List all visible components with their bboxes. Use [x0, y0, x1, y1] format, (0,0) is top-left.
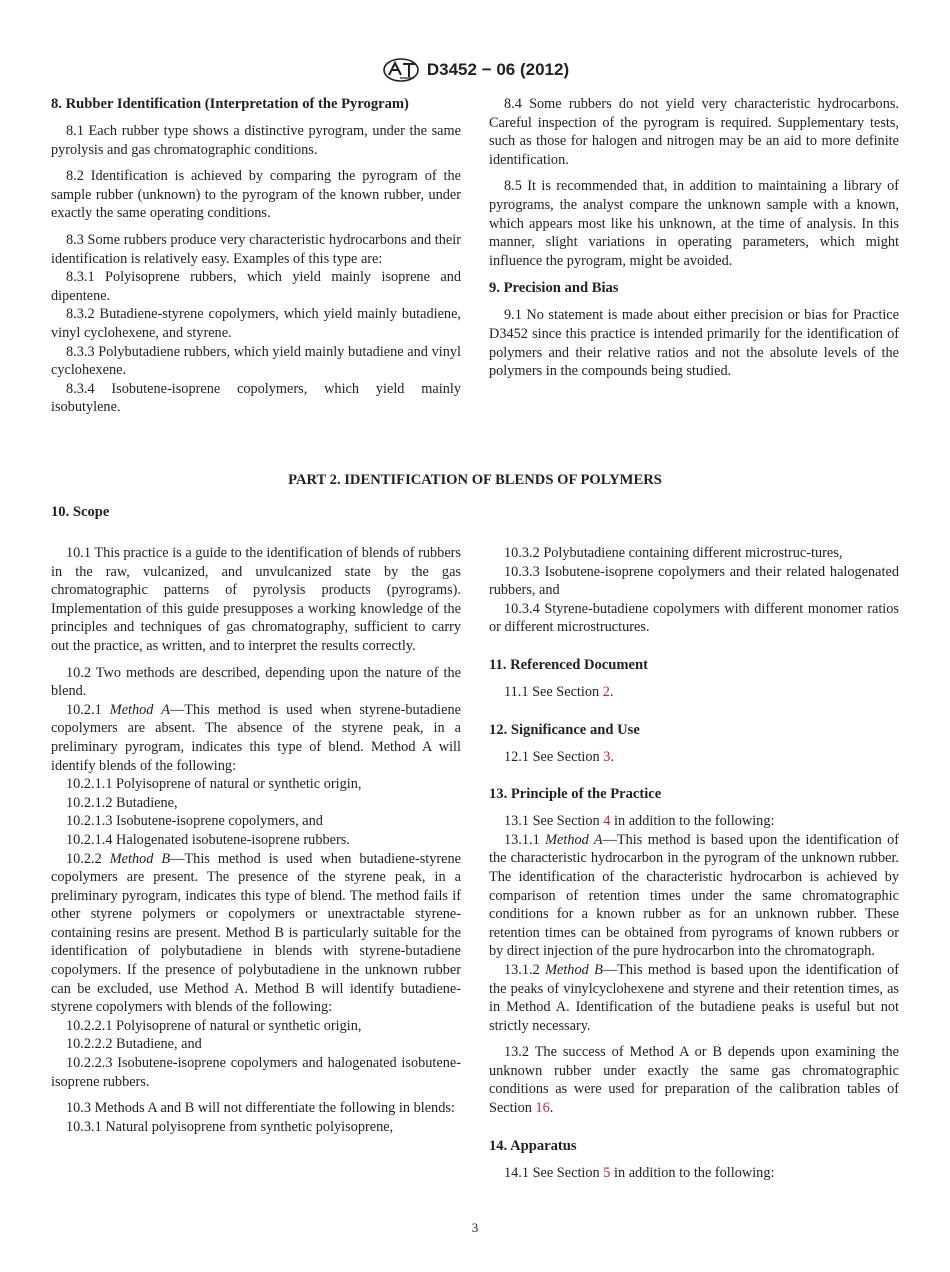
- para-12-1: 12.1 See Section 3.: [504, 748, 615, 765]
- part-2-title: PART 2. IDENTIFICATION OF BLENDS OF POLYMERS: [288, 472, 662, 488]
- para-8-5: 8.5 It is recommended that, in addition to maintaining a library of pyrograms, the analyst compare the unknown sample with a known, which appears most like his unknown, at the time of analysis. In this manner, slight variations in operating parameters, which might influence the pyrogram, might be avoided.: [489, 178, 899, 269]
- para-13-1-2: 13.1.2 Method B—This method is based upon the identification of the peaks of vinylcyclohexene and styrene and their retention times, as in Method A. Identification of the butadiene peaks is useful but not strictly necessary.: [489, 961, 899, 1034]
- para-10-2-1-3: 10.2.1.3 Isobutene-isoprene copolymers, and: [66, 813, 323, 830]
- section-14-heading: 14. Apparatus: [489, 1137, 577, 1154]
- section-13-heading: 13. Principle of the Practice: [489, 786, 662, 803]
- para-9-1: 9.1 No statement is made about either precision or bias for Practice D3452 since this practice is intended primarily for the identification of polymers and their relative ratios and not the absolute levels of the polymers in the compounds being studied.: [489, 307, 899, 380]
- para-13-2: 13.2 The success of Method A or B depends upon examining the unknown rubber under exactly the same gas chromatographic conditions as were used for preparation of the calibration tables of Section 16.: [489, 1044, 899, 1117]
- para-8-3-1: 8.3.1 Polyisoprene rubbers, which yield mainly isoprene and dipentene.: [51, 269, 461, 304]
- section-9-heading: 9. Precision and Bias: [489, 280, 619, 297]
- para-10-3: 10.3 Methods A and B will not differentiate the following in blends:: [66, 1100, 455, 1117]
- page-number: 3: [471, 1220, 479, 1235]
- para-10-2: 10.2 Two methods are described, depending upon the nature of the blend.: [51, 664, 461, 700]
- para-8-3: 8.3 Some rubbers produce very characteristic hydrocarbons and their identification is relatively easy. Examples of this type are:: [51, 231, 461, 267]
- para-11-1: 11.1 See Section 2.: [504, 683, 614, 700]
- para-10-3-1: 10.3.1 Natural polyisoprene from synthetic polyisoprene,: [66, 1118, 394, 1135]
- para-10-2-2: 10.2.2 Method B—This method is used when butadiene-styrene copolymers are present. The presence of the styrene peak, in a preliminary pyrogram, indicates this type of blend. The method fails if other styrene polymers or copolymers or unextractable styrene-containing resins are present. Method B is particularly suitable for the identification of polybutadiene in blends with styrene-butadiene copolymers. If the presence of polybutadiene in the unknown rubber can be excluded, use Method A. Method B will identify butadiene-styrene copolymers with blends of the following:: [51, 850, 461, 1016]
- astm-logo: [381, 57, 421, 83]
- top-left-column: [51, 94, 461, 417]
- para-10-3-4: 10.3.4 Styrene-butadiene copolymers with different monomer ratios or different microstructures.: [489, 600, 899, 636]
- para-13-1-1: 13.1.1 Method A—This method is based upon the identification of the characteristic hydrocarbon in the pyrogram of the unknown rubber. The identification of the characteristic hydrocarbon is achieved by comparison of retention times under the same chromatographic conditions for a known rubber as for an unknown rubber. These retention times can be obtained from pyrograms of known rubbers or by direct injection of the pure hydrocarbon into the chromatograph.: [489, 831, 899, 960]
- para-10-2-2-2: 10.2.2.2 Butadiene, and: [66, 1036, 202, 1053]
- bottom-right-column: [489, 544, 899, 1182]
- para-10-2-1-1: 10.2.1.1 Polyisoprene of natural or synthetic origin,: [66, 776, 362, 793]
- section-11-heading: 11. Referenced Document: [489, 656, 649, 673]
- para-8-3-3: 8.3.3 Polybutadiene rubbers, which yield mainly butadiene and vinyl cyclohexene.: [51, 343, 461, 379]
- section-5-link[interactable]: 5: [603, 1164, 611, 1181]
- para-14-1: 14.1 See Section 5 in addition to the following:: [504, 1164, 775, 1181]
- para-10-2-1-4: 10.2.1.4 Halogenated isobutene-isoprene rubbers.: [66, 831, 350, 848]
- section-10-heading: 10. Scope: [51, 504, 110, 520]
- para-8-3-4: 8.3.4 Isobutene-isoprene copolymers, which yield mainly isobutylene.: [51, 380, 461, 416]
- para-13-1: 13.1 See Section 4 in addition to the following:: [504, 813, 775, 830]
- para-10-3-3: 10.3.3 Isobutene-isoprene copolymers and their related halogenated rubbers, and: [489, 563, 899, 599]
- document-id: D3452 − 06 (2012): [426, 60, 570, 79]
- para-10-3-2: 10.3.2 Polybutadiene containing different microstruc-tures,: [504, 545, 843, 561]
- section-12-heading: 12. Significance and Use: [489, 721, 640, 738]
- top-right-column: [489, 95, 899, 381]
- para-10-1: 10.1 This practice is a guide to the identification of blends of rubbers in the raw, vulcanized, and unvulcanized state by the gas chromatographic patterns of pyrolysis products (pyrograms). Implementation of this guide presupposes a working knowledge of the principles and techniques of gas chromatography, sufficient to carry out the practice, as written, and to interpret the results correctly.: [51, 545, 461, 654]
- para-8-2: 8.2 Identification is achieved by comparing the pyrogram of the sample rubber (unknown) to the pyrogram of the known rubber, under exactly the same operating conditions.: [51, 168, 461, 222]
- section-16-link[interactable]: 16: [535, 1100, 550, 1117]
- para-10-2-2-3: 10.2.2.3 Isobutene-isoprene copolymers and halogenated isobutene-isoprene rubbers.: [51, 1055, 461, 1090]
- section-8-heading: 8. Rubber Identification (Interpretation of the Pyrogram): [51, 96, 409, 112]
- para-10-2-2-1: 10.2.2.1 Polyisoprene of natural or synthetic origin,: [66, 1017, 362, 1034]
- section-4-link[interactable]: 4: [603, 813, 611, 830]
- para-10-2-1-2: 10.2.1.2 Butadiene,: [66, 794, 178, 811]
- para-8-1: 8.1 Each rubber type shows a distinctive pyrogram, under the same pyrolysis and gas chromatographic conditions.: [51, 123, 461, 158]
- para-10-2-1: 10.2.1 Method A—This method is used when styrene-butadiene copolymers are absent. The absence of the styrene peak, in a preliminary pyrogram, indicates this type of blend. Method A will identify blends of the following:: [51, 701, 461, 774]
- para-8-4: 8.4 Some rubbers do not yield very characteristic hydrocarbons. Careful inspection of the pyrogram is required. Supplementary tests, such as those for halogen and nitrogen may be an aid to more definite identification.: [489, 96, 899, 168]
- section-2-link[interactable]: 2: [602, 683, 610, 700]
- bottom-left-column: [51, 544, 461, 1136]
- para-8-3-2: 8.3.2 Butadiene-styrene copolymers, which yield mainly butadiene, vinyl cyclohexene, and styrene.: [51, 306, 461, 341]
- page-header: [0, 55, 950, 85]
- section-3-link[interactable]: 3: [603, 748, 611, 765]
